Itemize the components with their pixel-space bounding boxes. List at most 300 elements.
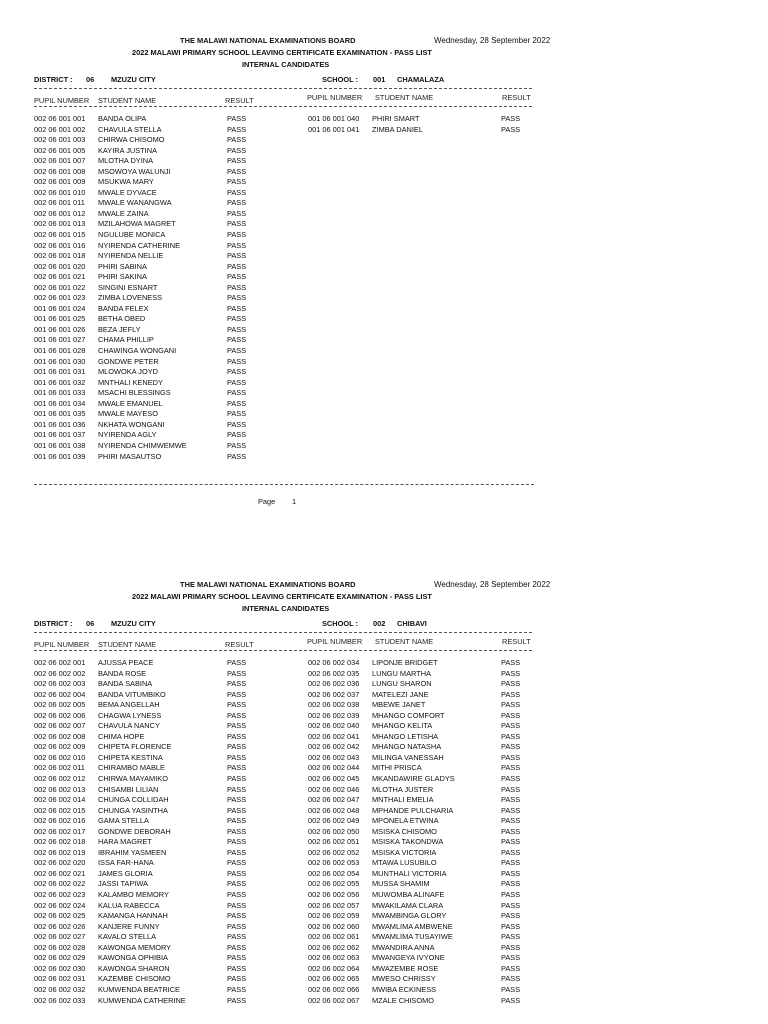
pupil-number: 002 06 002 013 — [34, 784, 86, 794]
table-row — [34, 272, 247, 283]
student-name: PHIRI MASAUTSO — [98, 451, 162, 461]
table-row — [34, 124, 247, 136]
column-header-pupil-number: PUPIL NUMBER — [307, 637, 363, 646]
student-name: BETHA OBED — [98, 314, 146, 324]
student-name: MWAMLIMA TUSAYIWE — [372, 932, 453, 942]
pupil-number: 001 06 001 027 — [34, 335, 86, 345]
result: PASS — [501, 921, 521, 931]
result: PASS — [227, 942, 247, 952]
student-name: KAWONGA SHARON — [98, 963, 170, 973]
table-row — [34, 995, 247, 1007]
pupil-number: 002 06 001 016 — [34, 240, 86, 250]
result: PASS — [501, 124, 521, 134]
pupil-number: 001 06 001 038 — [34, 440, 86, 450]
result: PASS — [227, 177, 247, 187]
table-row — [34, 689, 247, 701]
result: PASS — [227, 367, 247, 377]
table-row — [34, 398, 247, 410]
student-name: BANDA VITUMBIKO — [98, 689, 166, 699]
pupil-number: 002 06 002 004 — [34, 689, 86, 699]
result: PASS — [501, 984, 521, 994]
table-row — [34, 208, 247, 220]
exam-title: 2022 MALAWI PRIMARY SCHOOL LEAVING CERTIFICATE EXAMINATION - PASS LIST — [132, 48, 432, 57]
student-name: BANDA ROSE — [98, 668, 147, 678]
column-header-student-name: STUDENT NAME — [375, 637, 434, 646]
table-row — [34, 198, 247, 209]
pupil-number: 002 06 002 053 — [308, 858, 360, 868]
table-row — [34, 388, 247, 399]
pupil-number: 002 06 002 037 — [308, 689, 360, 699]
school-label: SCHOOL : — [322, 619, 358, 628]
result: PASS — [227, 356, 247, 366]
board-title: THE MALAWI NATIONAL EXAMINATIONS BOARD — [180, 36, 356, 45]
pupil-number: 001 06 001 032 — [34, 377, 86, 387]
table-row — [308, 868, 521, 880]
student-name: KAWONGA MEMORY — [98, 942, 172, 952]
candidates-subtitle: INTERNAL CANDIDATES — [242, 604, 330, 613]
student-name: GAMA STELLA — [98, 816, 149, 826]
student-name: CHIRWA CHISOMO — [98, 135, 165, 145]
result: PASS — [227, 388, 247, 398]
student-name: NYIRENDA NELLIE — [98, 251, 164, 261]
result: PASS — [501, 689, 521, 699]
student-name: KUMWENDA BEATRICE — [98, 984, 180, 994]
column-header-pupil-number: PUPIL NUMBER — [34, 96, 90, 105]
table-row — [308, 742, 521, 753]
student-name: KAZEMBE CHISOMO — [98, 974, 171, 984]
student-name: MHANGO LETISHA — [372, 731, 439, 741]
pupil-number: 002 06 002 043 — [308, 752, 360, 762]
pupil-number: 002 06 002 039 — [308, 710, 360, 720]
table-row — [34, 324, 247, 336]
header-divider — [34, 88, 532, 89]
result: PASS — [227, 868, 247, 878]
pupil-number: 002 06 002 040 — [308, 721, 360, 731]
result: PASS — [227, 166, 247, 176]
pupil-number: 002 06 002 028 — [34, 942, 86, 952]
result: PASS — [227, 858, 247, 868]
table-row — [308, 721, 521, 732]
table-row — [34, 721, 247, 732]
student-name: PHIRI SAKINA — [98, 272, 147, 282]
footer-divider — [34, 484, 534, 485]
column-header-divider — [34, 650, 532, 651]
table-row — [34, 293, 247, 304]
table-row — [308, 710, 521, 722]
result: PASS — [501, 805, 521, 815]
result: PASS — [227, 763, 247, 773]
table-row — [308, 911, 521, 922]
school-name: CHIBAVI — [397, 619, 427, 628]
result: PASS — [501, 679, 521, 689]
pupil-number: 002 06 001 022 — [34, 282, 86, 292]
student-name: CHIMA HOPE — [98, 731, 145, 741]
table-row — [308, 932, 521, 943]
result: PASS — [227, 921, 247, 931]
student-name: MSISKA TAKONDWA — [372, 837, 444, 847]
result: PASS — [227, 795, 247, 805]
student-name: MWALE WANANGWA — [98, 198, 172, 208]
table-row — [308, 795, 521, 806]
result: PASS — [501, 868, 521, 878]
student-name: NKHATA WONGANI — [98, 419, 165, 429]
exam-title: 2022 MALAWI PRIMARY SCHOOL LEAVING CERTIFICATE EXAMINATION - PASS LIST — [132, 592, 432, 601]
student-name: NYIRENDA AGLY — [98, 430, 157, 440]
table-row — [34, 942, 247, 954]
student-name: MPONELA ETWINA — [372, 816, 439, 826]
pupil-number: 002 06 002 063 — [308, 953, 360, 963]
pupil-number: 002 06 002 002 — [34, 668, 86, 678]
pupil-number: 002 06 002 011 — [34, 763, 85, 773]
table-row — [308, 942, 521, 954]
student-name: KANJERE FUNNY — [98, 921, 160, 931]
student-name: BANDA OLIPA — [98, 114, 147, 123]
student-name: MWALE DYVACE — [98, 187, 157, 197]
student-name: KAYIRA JUSTINA — [98, 145, 158, 155]
student-name: LUNGU SHARON — [372, 679, 432, 689]
student-name: CHIRWA MAYAMIKO — [98, 774, 168, 784]
result: PASS — [501, 658, 521, 667]
student-name: MUSSA SHAMIM — [372, 879, 430, 889]
result: PASS — [227, 805, 247, 815]
pupil-number: 002 06 002 064 — [308, 963, 360, 973]
pupil-number: 002 06 002 012 — [34, 774, 86, 784]
table-row — [308, 963, 521, 975]
student-list-left — [34, 658, 247, 1006]
table-row — [308, 837, 521, 848]
pupil-number: 002 06 002 006 — [34, 710, 86, 720]
result: PASS — [501, 752, 521, 762]
table-row — [308, 114, 521, 125]
result: PASS — [227, 314, 247, 324]
result: PASS — [227, 419, 247, 429]
student-name: PHIRI SABINA — [98, 261, 147, 271]
result: PASS — [227, 324, 247, 334]
table-row — [308, 679, 521, 690]
pupil-number: 002 06 001 020 — [34, 261, 86, 271]
pupil-number: 001 06 001 033 — [34, 388, 86, 398]
table-row — [308, 816, 521, 827]
result: PASS — [227, 774, 247, 784]
result: PASS — [501, 742, 521, 752]
student-name: BEZA JEFLY — [98, 324, 141, 334]
table-row — [34, 419, 247, 431]
result: PASS — [501, 858, 521, 868]
pupil-number: 002 06 002 049 — [308, 816, 360, 826]
result: PASS — [501, 879, 521, 889]
table-row — [34, 114, 247, 125]
district-code: 06 — [86, 619, 95, 628]
student-name: MZILAHOWA MAGRET — [98, 219, 176, 229]
student-name: MNTHALI KENEDY — [98, 377, 163, 387]
pupil-number: 001 06 001 041 — [308, 124, 360, 134]
student-name: SINGINI ESNART — [98, 282, 158, 292]
table-row — [34, 868, 247, 880]
pupil-number: 002 06 002 055 — [308, 879, 360, 889]
table-row — [34, 314, 247, 325]
result: PASS — [227, 409, 247, 419]
pupil-number: 002 06 002 042 — [308, 742, 360, 752]
student-name: MUWOMBA ALINAFE — [372, 890, 445, 900]
result: PASS — [501, 700, 521, 710]
table-row — [34, 932, 247, 943]
pupil-number: 002 06 002 048 — [308, 805, 360, 815]
student-name: CHAMA PHILLIP — [98, 335, 154, 345]
table-row — [308, 890, 521, 901]
result: PASS — [501, 763, 521, 773]
table-row — [34, 367, 247, 378]
student-list-left — [34, 114, 247, 462]
table-row — [34, 409, 247, 420]
pupil-number: 001 06 001 025 — [34, 314, 86, 324]
result: PASS — [501, 816, 521, 826]
pupil-number: 002 06 002 061 — [308, 932, 360, 942]
student-name: NYIRENDA CATHERINE — [98, 240, 180, 250]
student-name: KALUA RABECCA — [98, 900, 160, 910]
table-row — [308, 784, 521, 796]
student-name: MWANDIRA ANNA — [372, 942, 435, 952]
pupil-number: 002 06 002 038 — [308, 700, 360, 710]
student-name: MSOWOYA WALUNJI — [98, 166, 171, 176]
table-row — [34, 346, 247, 357]
pupil-number: 001 06 001 035 — [34, 409, 86, 419]
student-name: MSACHI BLESSINGS — [98, 388, 171, 398]
pupil-number: 002 06 001 023 — [34, 293, 86, 303]
student-name: ZIMBA DANIEL — [372, 124, 423, 134]
student-name: MSISKA VICTORIA — [372, 847, 437, 857]
table-row — [34, 303, 247, 315]
pupil-number: 002 06 001 018 — [34, 251, 86, 261]
column-header-result: RESULT — [502, 93, 531, 102]
result: PASS — [501, 731, 521, 741]
pupil-number: 002 06 001 013 — [34, 219, 86, 229]
result: PASS — [501, 963, 521, 973]
column-header-student-name: STUDENT NAME — [375, 93, 434, 102]
result: PASS — [227, 826, 247, 836]
district-label: DISTRICT : — [34, 619, 73, 628]
result: PASS — [227, 816, 247, 826]
result: PASS — [501, 847, 521, 857]
result: PASS — [227, 240, 247, 250]
result: PASS — [501, 784, 521, 794]
pupil-number: 002 06 001 002 — [34, 124, 86, 134]
result: PASS — [227, 900, 247, 910]
student-name: MBEWE JANET — [372, 700, 426, 710]
result: PASS — [227, 984, 247, 994]
result: PASS — [227, 995, 247, 1005]
result: PASS — [227, 911, 247, 921]
table-row — [34, 763, 247, 774]
result: PASS — [227, 953, 247, 963]
table-row — [34, 166, 247, 178]
result: PASS — [501, 795, 521, 805]
student-name: CHIRAMBO MABLE — [98, 763, 165, 773]
pupil-number: 002 06 002 014 — [34, 795, 86, 805]
pupil-number: 002 06 002 062 — [308, 942, 360, 952]
table-row — [34, 219, 247, 230]
result: PASS — [227, 251, 247, 261]
page-number: 1 — [292, 497, 297, 506]
table-row — [34, 816, 247, 827]
result: PASS — [227, 303, 247, 313]
student-name: MLOTHA DYINA — [98, 156, 154, 166]
table-row — [34, 974, 247, 985]
pupil-number: 002 06 002 057 — [308, 900, 360, 910]
school-code: 001 — [373, 75, 386, 84]
result: PASS — [227, 847, 247, 857]
result: PASS — [227, 272, 247, 282]
student-name: MHANGO NATASHA — [372, 742, 442, 752]
pupil-number: 002 06 002 047 — [308, 795, 360, 805]
student-name: JASSI TAPIWA — [98, 879, 148, 889]
pupil-number: 002 06 002 024 — [34, 900, 86, 910]
result: PASS — [227, 837, 247, 847]
student-name: MITHI PRISCA — [372, 763, 422, 773]
pupil-number: 002 06 002 009 — [34, 742, 86, 752]
result: PASS — [501, 900, 521, 910]
result: PASS — [227, 124, 247, 134]
pupil-number: 001 06 001 034 — [34, 398, 86, 408]
table-row — [34, 700, 247, 711]
result: PASS — [227, 668, 247, 678]
pupil-number: 002 06 002 020 — [34, 858, 86, 868]
student-name: MPHANDE PULCHARIA — [372, 805, 454, 815]
table-row — [308, 984, 521, 996]
table-row — [308, 900, 521, 912]
table-row — [34, 752, 247, 764]
result: PASS — [227, 963, 247, 973]
result: PASS — [227, 293, 247, 303]
result: PASS — [227, 346, 247, 356]
pupil-number: 002 06 002 056 — [308, 890, 360, 900]
result: PASS — [227, 784, 247, 794]
pupil-number: 002 06 002 032 — [34, 984, 86, 994]
column-header-result: RESULT — [502, 637, 531, 646]
result: PASS — [227, 398, 247, 408]
district-name: MZUZU CITY — [111, 75, 156, 84]
pupil-number: 001 06 001 040 — [308, 114, 360, 123]
pupil-number: 002 06 002 046 — [308, 784, 360, 794]
student-name: MTAWA LUSUBILO — [372, 858, 437, 868]
result: PASS — [501, 932, 521, 942]
result: PASS — [227, 679, 247, 689]
student-name: MWAKILAMA CLARA — [372, 900, 444, 910]
result: PASS — [227, 742, 247, 752]
candidates-subtitle: INTERNAL CANDIDATES — [242, 60, 330, 69]
pupil-number: 002 06 002 067 — [308, 995, 360, 1005]
result: PASS — [227, 145, 247, 155]
student-name: MHANGO COMFORT — [372, 710, 445, 720]
pupil-number: 002 06 001 012 — [34, 208, 86, 218]
pupil-number: 002 06 001 005 — [34, 145, 86, 155]
student-name: MWAZEMBE ROSE — [372, 963, 439, 973]
table-row — [34, 430, 247, 441]
table-row — [34, 963, 247, 975]
student-name: MKANDAWIRE GLADYS — [372, 774, 455, 784]
student-name: CHIPETA KESTINA — [98, 752, 163, 762]
pupil-number: 002 06 002 003 — [34, 679, 86, 689]
student-name: AJUSSA PEACE — [98, 658, 154, 667]
student-name: HARA MAGRET — [98, 837, 152, 847]
pupil-number: 002 06 002 029 — [34, 953, 86, 963]
pupil-number: 001 06 001 024 — [34, 303, 86, 313]
student-name: KAMANGA HANNAH — [98, 911, 168, 921]
student-name: KAVALO STELLA — [98, 932, 157, 942]
table-row — [34, 335, 247, 346]
student-name: PHIRI SMART — [372, 114, 420, 123]
pupil-number: 002 06 002 026 — [34, 921, 86, 931]
student-name: MWAMBINGA GLORY — [372, 911, 447, 921]
pupil-number: 002 06 002 030 — [34, 963, 86, 973]
column-header-pupil-number: PUPIL NUMBER — [34, 640, 90, 649]
student-list-right — [308, 658, 521, 1006]
result: PASS — [227, 135, 247, 145]
result: PASS — [227, 689, 247, 699]
pupil-number: 002 06 002 025 — [34, 911, 86, 921]
table-row — [34, 900, 247, 912]
result: PASS — [227, 890, 247, 900]
result: PASS — [501, 774, 521, 784]
column-header-student-name: STUDENT NAME — [98, 96, 157, 105]
table-row — [34, 774, 247, 785]
pupil-number: 001 06 001 028 — [34, 346, 86, 356]
table-row — [34, 282, 247, 294]
result: PASS — [501, 114, 521, 123]
student-name: ISSA FAR-HANA — [98, 858, 154, 868]
pupil-number: 002 06 002 059 — [308, 911, 360, 921]
table-row — [308, 774, 521, 785]
table-row — [34, 784, 247, 796]
table-row — [34, 230, 247, 241]
result: PASS — [227, 752, 247, 762]
result: PASS — [501, 668, 521, 678]
school-label: SCHOOL : — [322, 75, 358, 84]
student-name: CHUNGA COLLIDAH — [98, 795, 169, 805]
pupil-number: 002 06 002 036 — [308, 679, 360, 689]
pupil-number: 002 06 002 005 — [34, 700, 86, 710]
student-name: KAWONGA OPHIBIA — [98, 953, 168, 963]
table-row — [34, 984, 247, 996]
result: PASS — [501, 826, 521, 836]
result: PASS — [227, 721, 247, 731]
result: PASS — [227, 219, 247, 229]
student-name: ZIMBA LOVENESS — [98, 293, 163, 303]
result: PASS — [227, 198, 247, 208]
pupil-number: 002 06 001 021 — [34, 272, 86, 282]
pupil-number: 002 06 002 065 — [308, 974, 360, 984]
pupil-number: 002 06 002 022 — [34, 879, 86, 889]
table-row — [308, 689, 521, 701]
result: PASS — [227, 430, 247, 440]
table-row — [308, 847, 521, 859]
student-name: KUMWENDA CATHERINE — [98, 995, 186, 1005]
result: PASS — [227, 451, 247, 461]
school-name: CHAMALAZA — [397, 75, 445, 84]
pupil-number: 002 06 002 001 — [34, 658, 86, 667]
student-name: CHAGWA LYNESS — [98, 710, 162, 720]
student-name: MSISKA CHISOMO — [372, 826, 437, 836]
result: PASS — [501, 974, 521, 984]
student-name: MZALE CHISOMO — [372, 995, 435, 1005]
pupil-number: 001 06 001 031 — [34, 367, 86, 377]
student-name: MWESO CHRISSY — [372, 974, 436, 984]
student-name: CHISAMBI LILIAN — [98, 784, 159, 794]
table-row — [34, 911, 247, 922]
table-row — [34, 847, 247, 859]
pupil-number: 002 06 002 054 — [308, 868, 360, 878]
table-row — [34, 679, 247, 690]
student-name: CHAVULA STELLA — [98, 124, 162, 134]
